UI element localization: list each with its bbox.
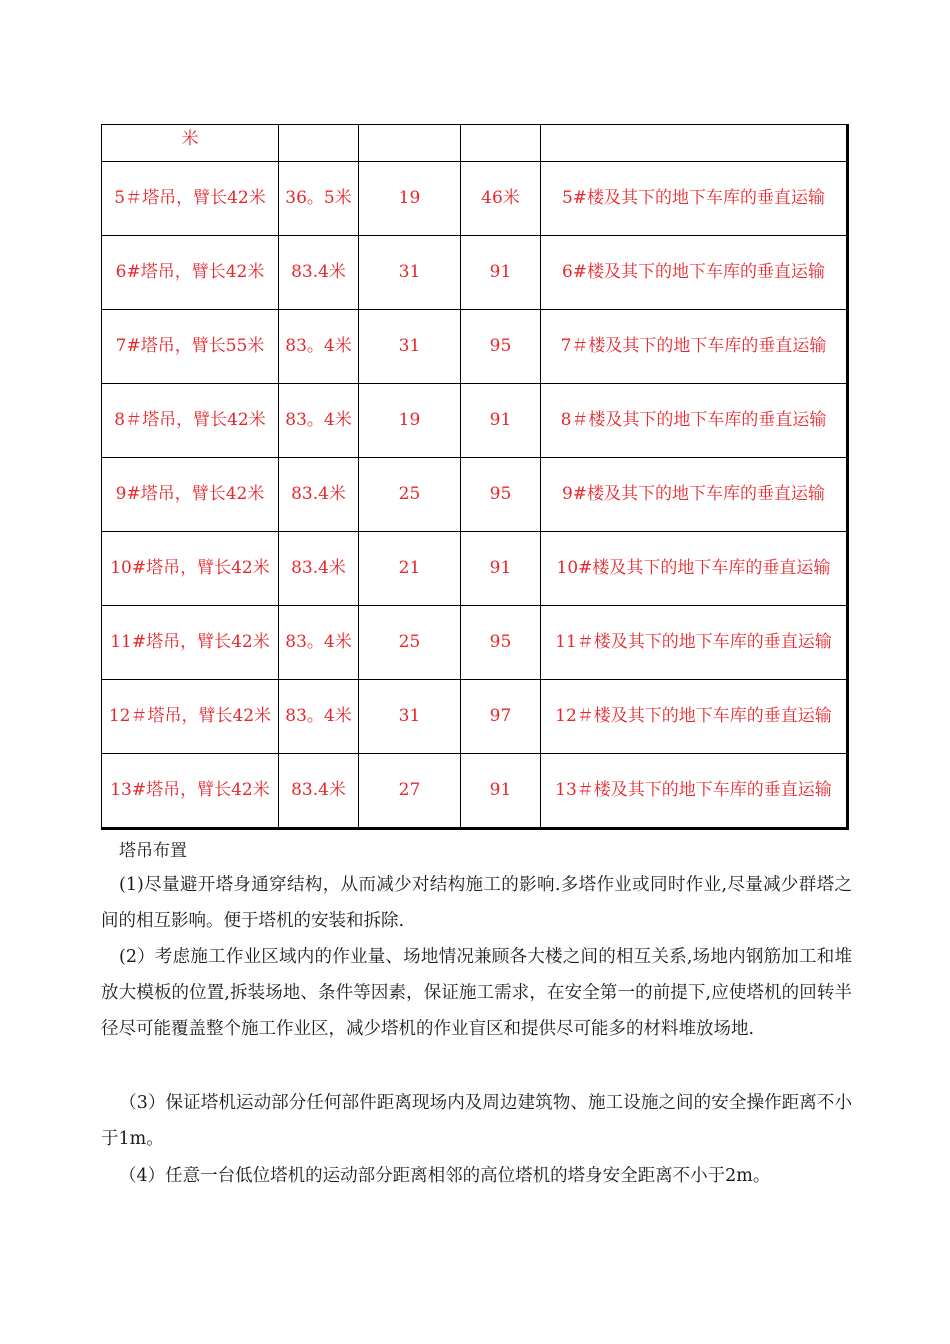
crane-name-cell: 12＃塔吊，臂长42米: [102, 680, 279, 754]
crane-value-cell: 25: [359, 606, 461, 680]
crane-scope-cell: 7＃楼及其下的地下车库的垂直运输: [541, 310, 848, 384]
crane-height-cell: 83。4米: [279, 606, 359, 680]
crane-height-cell: 36。5米: [279, 162, 359, 236]
crane-scope-cell: 6#楼及其下的地下车库的垂直运输: [541, 236, 848, 310]
crane-value-cell: 97: [461, 680, 541, 754]
table-cell: [541, 125, 848, 162]
crane-value-cell: 91: [461, 236, 541, 310]
paragraph-3: [101, 1085, 852, 1157]
table-row-continued: [102, 125, 848, 162]
crane-name-cell: 11#塔吊，臂长42米: [102, 606, 279, 680]
crane-name-cell: 10#塔吊，臂长42米: [102, 532, 279, 606]
table-row: [102, 532, 848, 606]
crane-name-cell: 13#塔吊，臂长42米: [102, 754, 279, 829]
crane-scope-cell: 10#楼及其下的地下车库的垂直运输: [541, 532, 848, 606]
table-row: [102, 458, 848, 532]
table-row: [102, 754, 848, 829]
crane-value-cell: 25: [359, 458, 461, 532]
crane-scope-cell: 12＃楼及其下的地下车库的垂直运输: [541, 680, 848, 754]
crane-name-cell: 8＃塔吊，臂长42米: [102, 384, 279, 458]
crane-value-cell: 91: [461, 532, 541, 606]
crane-name-cell: 7#塔吊，臂长55米: [102, 310, 279, 384]
crane-value-cell: 21: [359, 532, 461, 606]
crane-scope-cell: 5#楼及其下的地下车库的垂直运输: [541, 162, 848, 236]
crane-value-cell: 46米: [461, 162, 541, 236]
crane-value-cell: 95: [461, 458, 541, 532]
crane-value-cell: 31: [359, 680, 461, 754]
crane-value-cell: 31: [359, 236, 461, 310]
crane-value-cell: 91: [461, 384, 541, 458]
table-cell: 米: [102, 125, 279, 162]
crane-scope-cell: 11＃楼及其下的地下车库的垂直运输: [541, 606, 848, 680]
crane-value-cell: 19: [359, 162, 461, 236]
crane-scope-cell: 9#楼及其下的地下车库的垂直运输: [541, 458, 848, 532]
crane-height-cell: 83.4米: [279, 754, 359, 829]
crane-height-cell: 83.4米: [279, 236, 359, 310]
crane-scope-cell: 8＃楼及其下的地下车库的垂直运输: [541, 384, 848, 458]
crane-height-cell: 83。4米: [279, 680, 359, 754]
table-row: [102, 310, 848, 384]
table-row: [102, 680, 848, 754]
table-row: [102, 384, 848, 458]
crane-height-cell: 83.4米: [279, 532, 359, 606]
paragraph-1: [101, 867, 852, 939]
paragraph-text: (1)尽量避开塔身通穿结构，从而减少对结构施工的影响.多塔作业或同时作业,尽量减少群塔之间的相互影响。便于塔机的安装和拆除.: [101, 875, 852, 931]
crane-value-cell: 95: [461, 606, 541, 680]
crane-name-cell: 6#塔吊，臂长42米: [102, 236, 279, 310]
table-cell: [359, 125, 461, 162]
tower-crane-table: [101, 124, 849, 830]
crane-height-cell: 83。4米: [279, 384, 359, 458]
paragraph-text: (2）考虑施工作业区域内的作业量、场地情况兼顾各大楼之间的相互关系,场地内钢筋加工和堆放大模板的位置,拆装场地、条件等因素，保证施工需求，在安全第一的前提下,应使塔机的回转半径尽可能覆盖整个施工作业区，减少塔机的作业盲区和提供尽可能多的材料堆放场地.: [101, 947, 852, 1039]
crane-name-cell: 5＃塔吊，臂长42米: [102, 162, 279, 236]
crane-value-cell: 31: [359, 310, 461, 384]
table-cell: [461, 125, 541, 162]
crane-scope-cell: 13＃楼及其下的地下车库的垂直运输: [541, 754, 848, 829]
crane-height-cell: 83。4米: [279, 310, 359, 384]
paragraph-4: [101, 1158, 852, 1194]
crane-value-cell: 27: [359, 754, 461, 829]
crane-value-cell: 95: [461, 310, 541, 384]
paragraph-text: （3）保证塔机运动部分任何部件距离现场内及周边建筑物、施工设施之间的安全操作距离不小于1m。: [101, 1093, 852, 1149]
table-row: [102, 236, 848, 310]
table-row: [102, 606, 848, 680]
crane-height-cell: 83.4米: [279, 458, 359, 532]
paragraph-2: [101, 939, 852, 1047]
crane-value-cell: 19: [359, 384, 461, 458]
paragraph-text: （4）任意一台低位塔机的运动部分距离相邻的高位塔机的塔身安全距离不小于2m。: [119, 1166, 771, 1186]
table-cell: [279, 125, 359, 162]
table-row: [102, 162, 848, 236]
section-title: 塔吊布置: [119, 841, 187, 861]
crane-name-cell: 9#塔吊，臂长42米: [102, 458, 279, 532]
crane-value-cell: 91: [461, 754, 541, 829]
